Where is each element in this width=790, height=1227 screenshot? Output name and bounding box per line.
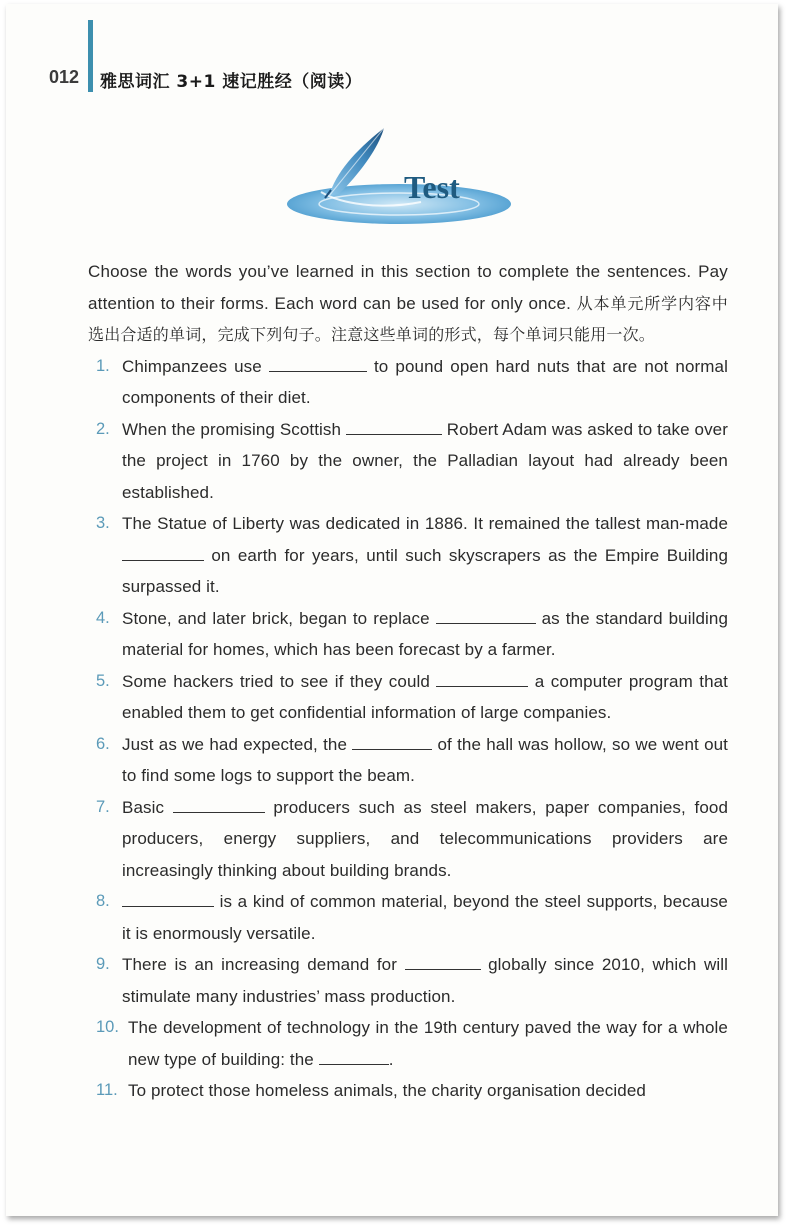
question-text: a computer program that enabled them to get confidential information of large companies. — [122, 671, 729, 722]
question-number: 2. — [96, 419, 110, 438]
question-item — [88, 949, 728, 1012]
question-number: 10. — [96, 1018, 119, 1036]
question-text: Some hackers tried to see if they could — [122, 671, 430, 691]
question-text: Basic — [122, 797, 165, 817]
answer-blank[interactable] — [436, 605, 536, 624]
question-item — [88, 729, 728, 792]
question-number: 3. — [96, 514, 110, 532]
question-item — [88, 351, 728, 414]
answer-blank[interactable] — [122, 542, 204, 561]
question-number: 7. — [96, 797, 110, 816]
question-number: 11. — [96, 1081, 118, 1099]
answer-blank[interactable] — [269, 353, 367, 372]
question-text: When the promising Scottish — [122, 419, 342, 439]
book-page — [6, 4, 778, 1216]
question-text: . — [388, 1049, 394, 1069]
question-item — [88, 666, 728, 729]
question-number: 6. — [96, 734, 110, 753]
page-number: 012 — [49, 67, 80, 87]
question-number: 4. — [96, 608, 110, 627]
question-item — [88, 414, 728, 509]
question-list — [88, 351, 728, 1107]
question-text: There is an increasing demand for — [122, 955, 397, 974]
question-number: 5. — [96, 671, 110, 690]
question-number: 8. — [96, 892, 110, 910]
header-accent-bar — [88, 20, 93, 92]
section-title: Test — [404, 169, 460, 205]
question-text: Just as we had expected, the — [122, 734, 348, 754]
question-text: globally since 2010, which will stimulate many industries’ mass production. — [122, 955, 728, 1006]
question-text: is a kind of common material, beyond the steel supports, because it is enormously versatile. — [122, 892, 728, 943]
answer-blank[interactable] — [346, 416, 442, 435]
exercise-content — [88, 256, 728, 1107]
question-item — [88, 792, 728, 887]
answer-blank[interactable] — [122, 888, 214, 907]
book-title: 雅思词汇 3+1 速记胜经（阅读） — [100, 72, 363, 92]
question-text: To protect those homeless animals, the charity organisation decided — [128, 1081, 646, 1100]
answer-blank[interactable] — [405, 951, 481, 970]
question-text: on earth for years, until such skyscrapers as the Empire Building surpassed it. — [122, 545, 728, 596]
question-item — [88, 886, 728, 949]
instructions — [88, 256, 728, 351]
question-text: The development of technology in the 19th century paved the way for a whole new type of building: the — [128, 1018, 728, 1069]
instructions-chinese: 从本单元所学内容中选出合适的单词，完成下列句子。注意这些单词的形式，每个单词只能用一次。 — [88, 293, 728, 344]
question-item — [88, 508, 728, 603]
question-text: The Statue of Liberty was dedicated in 1886. It remained the tallest man-made — [122, 514, 728, 533]
question-number: 1. — [96, 356, 110, 375]
question-item — [88, 1012, 728, 1075]
question-text: of the hall was hollow, so we went out to find some logs to support the beam. — [122, 734, 729, 785]
question-item — [88, 1075, 728, 1107]
question-number: 9. — [96, 955, 110, 973]
answer-blank[interactable] — [436, 668, 528, 687]
answer-blank[interactable] — [173, 794, 265, 813]
instructions-english: Choose the words you’ve learned in this section to complete the sentences. Pay attention to their forms. Each word can be used for only once. — [88, 262, 728, 313]
question-text: Chimpanzees use — [122, 356, 262, 376]
question-text: Stone, and later brick, began to replace — [122, 608, 430, 628]
question-text: Robert Adam was asked to take over the project in 1760 by the owner, the Palladian layout had already been established. — [122, 419, 728, 502]
question-text: producers such as steel makers, paper companies, food producers, energy suppliers, and telecommunications providers are increasingly thinking about building brands. — [122, 797, 729, 880]
question-text: as the standard building material for homes, which has been forecast by a farmer. — [122, 608, 728, 659]
answer-blank[interactable] — [319, 1046, 389, 1065]
question-text: to pound open hard nuts that are not normal components of their diet. — [122, 356, 728, 407]
answer-blank[interactable] — [352, 731, 432, 750]
question-item — [88, 603, 728, 666]
